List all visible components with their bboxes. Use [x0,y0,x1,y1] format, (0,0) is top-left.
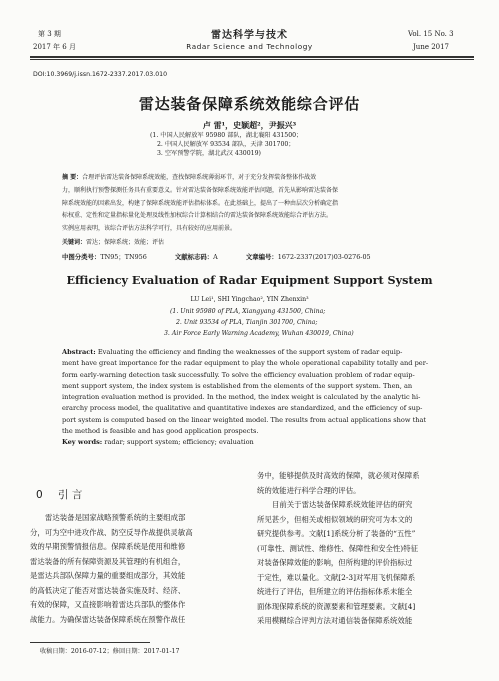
affiliations-en [0,306,499,339]
abstract-cn-line-5: 实例应用表明，该综合评估方法科学可行，具有较好的应用前景。 [62,225,237,233]
section-title: 引 言 [58,489,83,501]
section-heading [36,487,82,502]
column-right [257,469,474,629]
title-cn: 雷达装备保障系统效能综合评估 [138,95,361,113]
abstract-cn-line-2: 力，顺利执行预警探测任务具有重要意义。针对雷达装备保障系统效能评估问题，首先从影响雷达装备保 [62,186,339,194]
header-volume: Vol. 15 No. 3 [408,30,454,38]
authors-en: LU Lei¹, SHI Yingchao², YIN Zhenxin³ [190,296,309,303]
left-line-8: 战能力。为确保雷达装备保障系统在预警作战任 [30,614,186,624]
right-line-10: 面体现保障系统的资源要素和管理要素。文献[4] [257,601,416,611]
keywords-cn-text: 雷达；保障系统；效能；评估 [86,238,165,246]
keywords-cn [62,237,444,250]
code-label: 文献标志码： [174,253,214,261]
right-line-11: 采用模糊综合评判方法对通信装备保障系统效能 [257,616,413,625]
abstract-en-line-4: ment support system, the index system is established from the elements of the support system. Then, an [62,381,413,390]
article-id-value: 1672-2337(2017)03-0276-05 [277,253,371,261]
right-line-1: 务中，能够提供及时高效的保障，就必须对保障系 [257,471,420,480]
abstract-en-line-3: form early-warning detection task successfully. To solve the efficiency evaluation problem of radar equip- [62,370,415,379]
affiliations-cn [0,131,499,158]
header-rule-thin [30,59,474,60]
left-line-7: 有效的保障，又直接影响着雷达兵部队的整体作 [30,600,186,609]
left-line-6: 的高低决定了能否对雷达装备实施及时、经济、 [30,585,186,595]
keywords-en [62,437,444,448]
abstract-en-line-7: port system is computed based on the linear weighted model. The results from actual applications show that [62,415,427,424]
clc-value: TN95；TN956 [100,253,147,261]
header-journal-en: Radar Science and Technology [186,42,313,51]
abstract-cn-line-1: 摘 要：合理评估雷达装备保障系统效能，查找保障系统薄弱环节，对于充分发挥装备整体作战效 [62,174,317,181]
affiliation-en-1: (1. Unit 95980 of PLA, Xiangyang 431500, China; [170,308,326,315]
right-line-6: (可靠性、测试性、维修性、保障性和安全性)特征 [257,543,418,553]
right-line-2: 统的效能进行科学合理的评估。 [257,485,361,495]
abstract-cn-label: 摘 要： [62,174,83,181]
clc-label: 中图分类号： [62,253,101,261]
right-line-8: 于定性，难以量化。文献[2-3]对军用飞机保障系 [257,572,416,582]
affiliation-cn-2: 2. 中国人民解放军 93534 部队，天津 301700； [157,141,295,148]
abstract-en-line-2: ment have great importance for the radar equipment to play the whole operational capability totally and per- [62,359,429,368]
affiliation-en-3: 3. Air Force Early Warning Academy, Wuhan 430019, China) [164,330,354,337]
affiliation-en-2: 2. Unit 93534 of PLA, Tianjin 301700, China; [176,319,318,326]
authors-cn: 卢 雷¹，史颖超²，尹振兴³ [202,120,297,130]
right-line-7: 对装备保障效能的影响，但所构建的评价指标过 [257,558,413,567]
header-month: June 2017 [413,43,450,51]
keywords-cn-label: 关键词： [62,238,87,246]
affiliation-cn-1: (1. 中国人民解放军 95980 部队，湖北襄阳 431500； [150,132,303,139]
classification [62,252,371,261]
right-line-5: 研究提供参考。文献[1]系统分析了装备的“五性” [257,529,416,538]
footnote: 收稿日期：2016-07-12；修回日期：2017-01-17 [40,648,180,655]
abstract-en-line-5: integration evaluation method is provided. In the method, the index weight is calculated by the analytic hi- [62,393,421,402]
left-line-2: 分，可为空中进攻作战、防空反导作战提供灵敏高 [30,527,193,537]
abstract-en-line-1: Abstract: Evaluating the efficiency and finding the weaknesses of the support system of radar equip- [62,348,403,356]
title-en: Efficiency Evaluation of Radar Equipment Support System [66,273,433,287]
section-number: 0 [36,489,43,501]
header-rule [30,56,474,58]
right-line-4: 所见甚少，但相关或相似领域的研究可为本文的 [257,514,413,524]
header-date: 2017 年 6 月 [33,43,76,51]
left-line-4: 雷达装备的所有保障资源及其管理的有机组合， [30,556,186,566]
abstract-en-line-8: the method is feasible and has good application prospects. [62,427,259,436]
code-value: A [213,253,218,261]
affiliation-cn-3: 3. 空军预警学院，湖北武汉 430019) [157,150,261,157]
left-line-1: 雷达装备是国家战略预警系统的主要组成部 [45,513,186,522]
keywords-en-label: Key words: [62,438,103,447]
abstract-cn-line-3: 障系统效能的因素出发，构建了保障系统效能评估指标体系。在此基础上，提出了一种由层次分析确定指 [62,199,339,207]
abstract-cn [62,172,444,250]
keywords-en-text: radar; support system; efficiency; evaluation [104,438,254,447]
footnote-rule [30,642,150,643]
header-journal-cn: 雷达科学与技术 [211,30,288,41]
right-line-9: 统进行了评估，但所建立的评估指标体系未能全 [257,587,413,596]
left-line-3: 效的早期预警情报信息。保障系统是使用和维修 [30,542,186,551]
abstract-cn-line-4: 标权重、定性和定量指标量化处理及线性加权综合计算相结合的雷达装备保障系统效能综合评估方法。 [62,212,333,220]
article-id-label: 文章编号： [245,253,278,261]
left-line-5: 是雷达兵部队保障力量的重要组成部分，其效能 [30,571,186,580]
abstract-en [62,347,444,449]
abstract-en-label: Abstract: [62,348,96,356]
abstract-en-line-6: erarchy process model, the qualitative and quantitative indexes are standardized, and the efficiency of sup- [62,404,423,413]
right-line-3: 目前关于雷达装备保障系统效能评估的研究 [272,500,413,509]
column-left [30,511,247,627]
doi: DOI:10.3969/j.issn.1672-2337.2017.03.010 [33,71,168,78]
header-issue: 第 3 期 [38,30,61,38]
